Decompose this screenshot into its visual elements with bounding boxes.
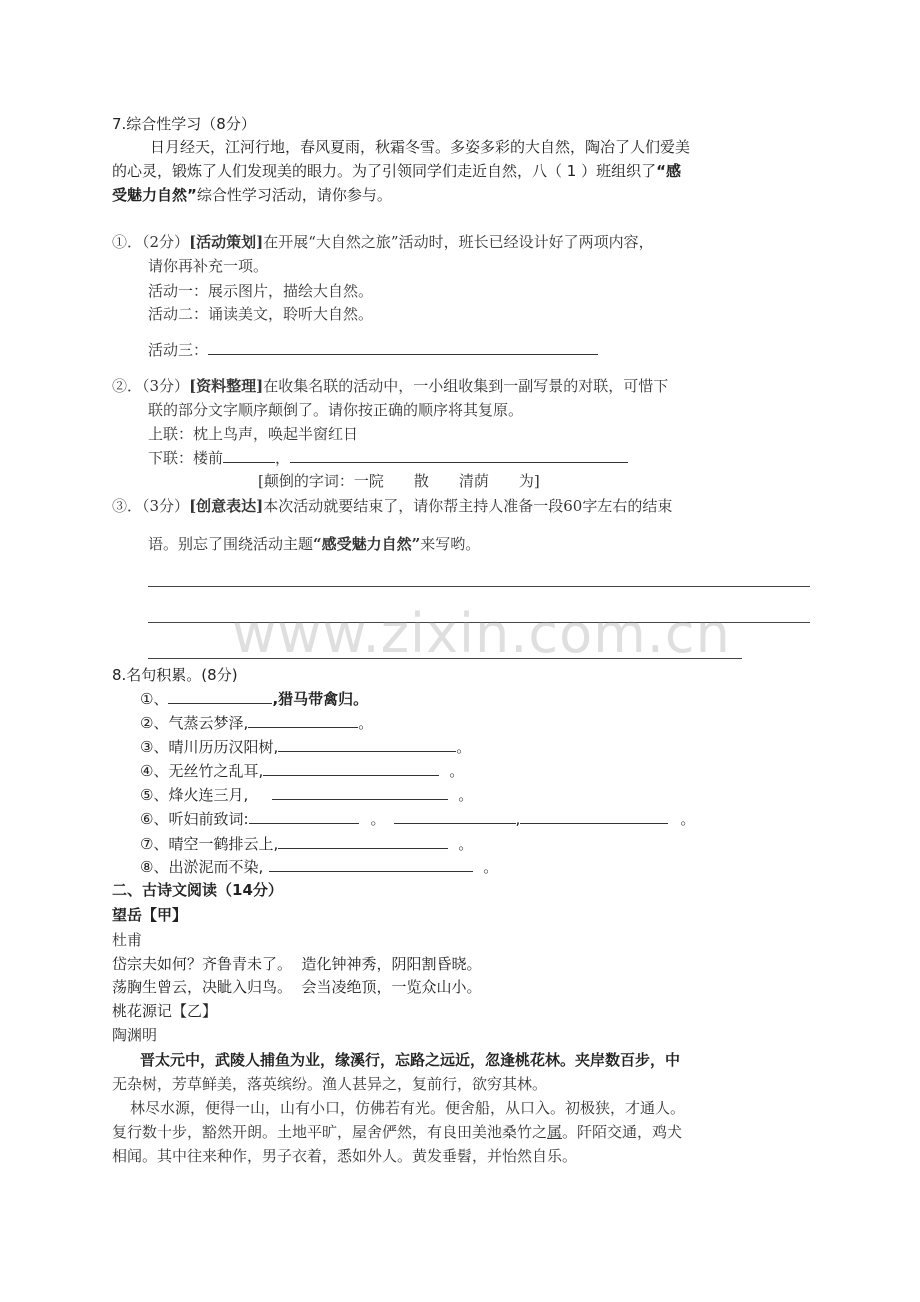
- q8-item-5: [140, 785, 473, 805]
- prose-title: 桃花源记【乙】: [112, 1002, 218, 1020]
- prose-author: 陶渊明: [112, 1026, 158, 1044]
- q7-intro-theme-end: 受魅力自然”: [112, 186, 197, 204]
- prose-text: 复行数十步，豁然开朗。土地平旷，屋舍俨然，有良田美池桑竹之: [112, 1123, 548, 1141]
- q8-item-text: 烽火连三月,: [168, 786, 249, 804]
- q7-s2-tag: [资料整理]: [189, 377, 264, 395]
- q7-s2-line-1: [112, 376, 668, 396]
- q8-item-end: 。: [483, 858, 499, 876]
- q8-item-number: ⑥、: [140, 810, 169, 828]
- q7-title: 7.综合性学习（8分）: [112, 115, 256, 133]
- q8-item-blank[interactable]: [272, 785, 448, 800]
- q8-item-number: ⑤、: [140, 786, 169, 804]
- q8-item-end: 。: [680, 810, 696, 828]
- q8-item-end: 。: [358, 714, 374, 732]
- q8-item-text: 晴空一鹤排云上,: [168, 835, 279, 853]
- q7-intro-text: 的心灵，锻炼了人们发现美的眼力。为了引领同学们走近自然，八（ 1 ）班组织了: [112, 162, 657, 180]
- q7-s1-activity-3: [148, 340, 598, 360]
- q7-s1-activity-2: 活动二：诵读美文，聆听大自然。: [148, 305, 374, 323]
- q7-intro-line-2: [112, 161, 681, 181]
- q8-item-6: [140, 809, 695, 829]
- q7-intro-theme-start: “感: [656, 162, 681, 180]
- q8-item-blank[interactable]: [263, 761, 439, 776]
- q8-item-blank[interactable]: [249, 809, 359, 824]
- q8-item-1: [140, 689, 368, 709]
- q8-item-4: [140, 761, 464, 781]
- q8-item-3: [140, 737, 471, 757]
- q7-intro-line-1: 日月经天，江河行地，春风夏雨，秋霜冬雪。多姿多彩的大自然，陶冶了人们爱美: [150, 138, 691, 156]
- q7-s3-score: （3分）: [142, 497, 190, 515]
- q7-s3-theme: “感受魅力自然”: [313, 535, 421, 553]
- q7-s1-line-1: [112, 232, 654, 252]
- q8-item-blank[interactable]: [278, 737, 456, 752]
- prose-p1-line-2: 无杂树，芳草鲜美，落英缤纷。渔人甚异之，复前行，欲穷其林。: [112, 1075, 548, 1093]
- q7-s2-line-2: 联的部分文字顺序颠倒了。请你按正确的顺序将其复原。: [148, 401, 524, 419]
- prose-text: 。阡陌交通，鸡犬: [562, 1123, 683, 1141]
- q7-s1-activity-3-label: 活动三：: [148, 341, 209, 359]
- q7-s2-hint: [颠倒的字词：一院 散 清荫 为]: [258, 472, 540, 490]
- q7-s3-line-2: [148, 534, 480, 554]
- q7-s2-upper-couplet: 上联：枕上鸟声，唤起半窗红日: [148, 425, 359, 443]
- q7-s3-answer-line-1[interactable]: [148, 586, 810, 587]
- q7-s2-number: ②．: [112, 377, 143, 395]
- q7-s2-blank-2[interactable]: [290, 448, 628, 463]
- q7-s3-text2-a: 语。别忘了围绕活动主题: [148, 535, 314, 553]
- q8-item-end: 。: [449, 762, 465, 780]
- q8-item-blank[interactable]: [248, 713, 358, 728]
- q7-s1-line-2: 请你再补充一项。: [148, 257, 269, 275]
- prose-p2-line-2: [112, 1122, 682, 1142]
- q8-item-text: 出淤泥而不染,: [168, 858, 264, 876]
- q7-s3-number: ③．: [112, 497, 143, 515]
- part2-title: 二、古诗文阅读（14分）: [112, 881, 283, 899]
- q7-s1-tag: [活动策划]: [189, 233, 264, 251]
- q8-item-end: 。: [456, 738, 472, 756]
- poem-line-2: 荡胸生曾云，决眦入归鸟。 会当凌绝顶，一览众山小。: [112, 978, 482, 996]
- q8-item-text: 气蒸云梦泽,: [168, 714, 249, 732]
- q7-s2-text: 在收集名联的活动中，一小组收集到一副写景的对联，可惜下: [263, 377, 669, 395]
- q7-s3-text2-b: 来写哟。: [420, 535, 481, 553]
- q7-s1-activity-1: 活动一：展示图片，描绘大自然。: [148, 282, 374, 300]
- q7-s3-line-1: [112, 496, 672, 516]
- q8-item-number: ⑧、: [140, 858, 169, 876]
- q8-title: 8.名句积累。(8分): [112, 666, 238, 684]
- q8-item-text: 无丝竹之乱耳,: [168, 762, 264, 780]
- prose-underlined-word: 属: [547, 1123, 563, 1141]
- q8-item-number: ②、: [140, 714, 169, 732]
- q7-s2-lower-comma: ，: [275, 449, 291, 467]
- q7-s2-lower-couplet: [148, 448, 628, 468]
- q8-item-blank[interactable]: [394, 809, 516, 824]
- q7-s2-blank-1[interactable]: [223, 448, 275, 463]
- q7-s1-text: 在开展“大自然之旅”活动时，班长已经设计好了两项内容，: [263, 233, 654, 251]
- q7-s2-lower-label: 下联：楼前: [148, 449, 224, 467]
- q7-intro-line-3: [112, 185, 392, 205]
- q8-item-text: ,猎马带禽归。: [272, 690, 369, 708]
- q7-s3-text: 本次活动就要结束了，请你帮主持人准备一段60字左右的结束: [263, 497, 673, 515]
- q8-item-blank[interactable]: [168, 689, 272, 704]
- prose-p2-line-3: 相闻。其中往来种作，男子衣着，悉如外人。黄发垂髫，并怡然自乐。: [112, 1147, 578, 1165]
- q7-s1-score: （2分）: [142, 233, 190, 251]
- q8-item-end: 。: [370, 810, 386, 828]
- q8-item-8: [140, 857, 498, 877]
- q8-item-end: 。: [458, 835, 474, 853]
- q7-s1-answer-blank[interactable]: [208, 340, 598, 355]
- watermark: www.zixin.com.cn: [232, 602, 731, 665]
- q8-item-number: ①、: [140, 690, 169, 708]
- q8-item-7: [140, 834, 473, 854]
- q8-item-comma: ,: [515, 810, 521, 828]
- q8-item-blank[interactable]: [520, 809, 668, 824]
- q8-item-2: [140, 713, 373, 733]
- q8-item-number: ⑦、: [140, 835, 169, 853]
- prose-p1-line-1: 晋太元中，武陵人捕鱼为业，缘溪行，忘路之远近，忽逢桃花林。夹岸数百步，中: [140, 1051, 681, 1069]
- q8-item-text: 听妇前致词:: [168, 810, 249, 828]
- q8-item-number: ④、: [140, 762, 169, 780]
- q7-intro-rest: 综合性学习活动，请你参与。: [196, 186, 392, 204]
- prose-p2-line-1: 林尽水源，便得一山，山有小口，仿佛若有光。便舍船，从口入。初极狭，才通人。: [130, 1099, 686, 1117]
- q7-s3-tag: [创意表达]: [189, 497, 264, 515]
- q8-item-end: 。: [458, 786, 474, 804]
- q8-item-blank[interactable]: [278, 834, 448, 849]
- poem-author: 杜甫: [112, 931, 143, 949]
- poem-title: 望岳【甲】: [112, 906, 188, 924]
- q7-s2-score: （3分）: [142, 377, 190, 395]
- q8-item-number: ③、: [140, 738, 169, 756]
- q8-item-blank[interactable]: [269, 857, 473, 872]
- poem-line-1: 岱宗夫如何？齐鲁青未了。 造化钟神秀，阴阳割昏晓。: [112, 955, 482, 973]
- q8-item-text: 晴川历历汉阳树,: [168, 738, 279, 756]
- q7-s1-number: ①．: [112, 233, 143, 251]
